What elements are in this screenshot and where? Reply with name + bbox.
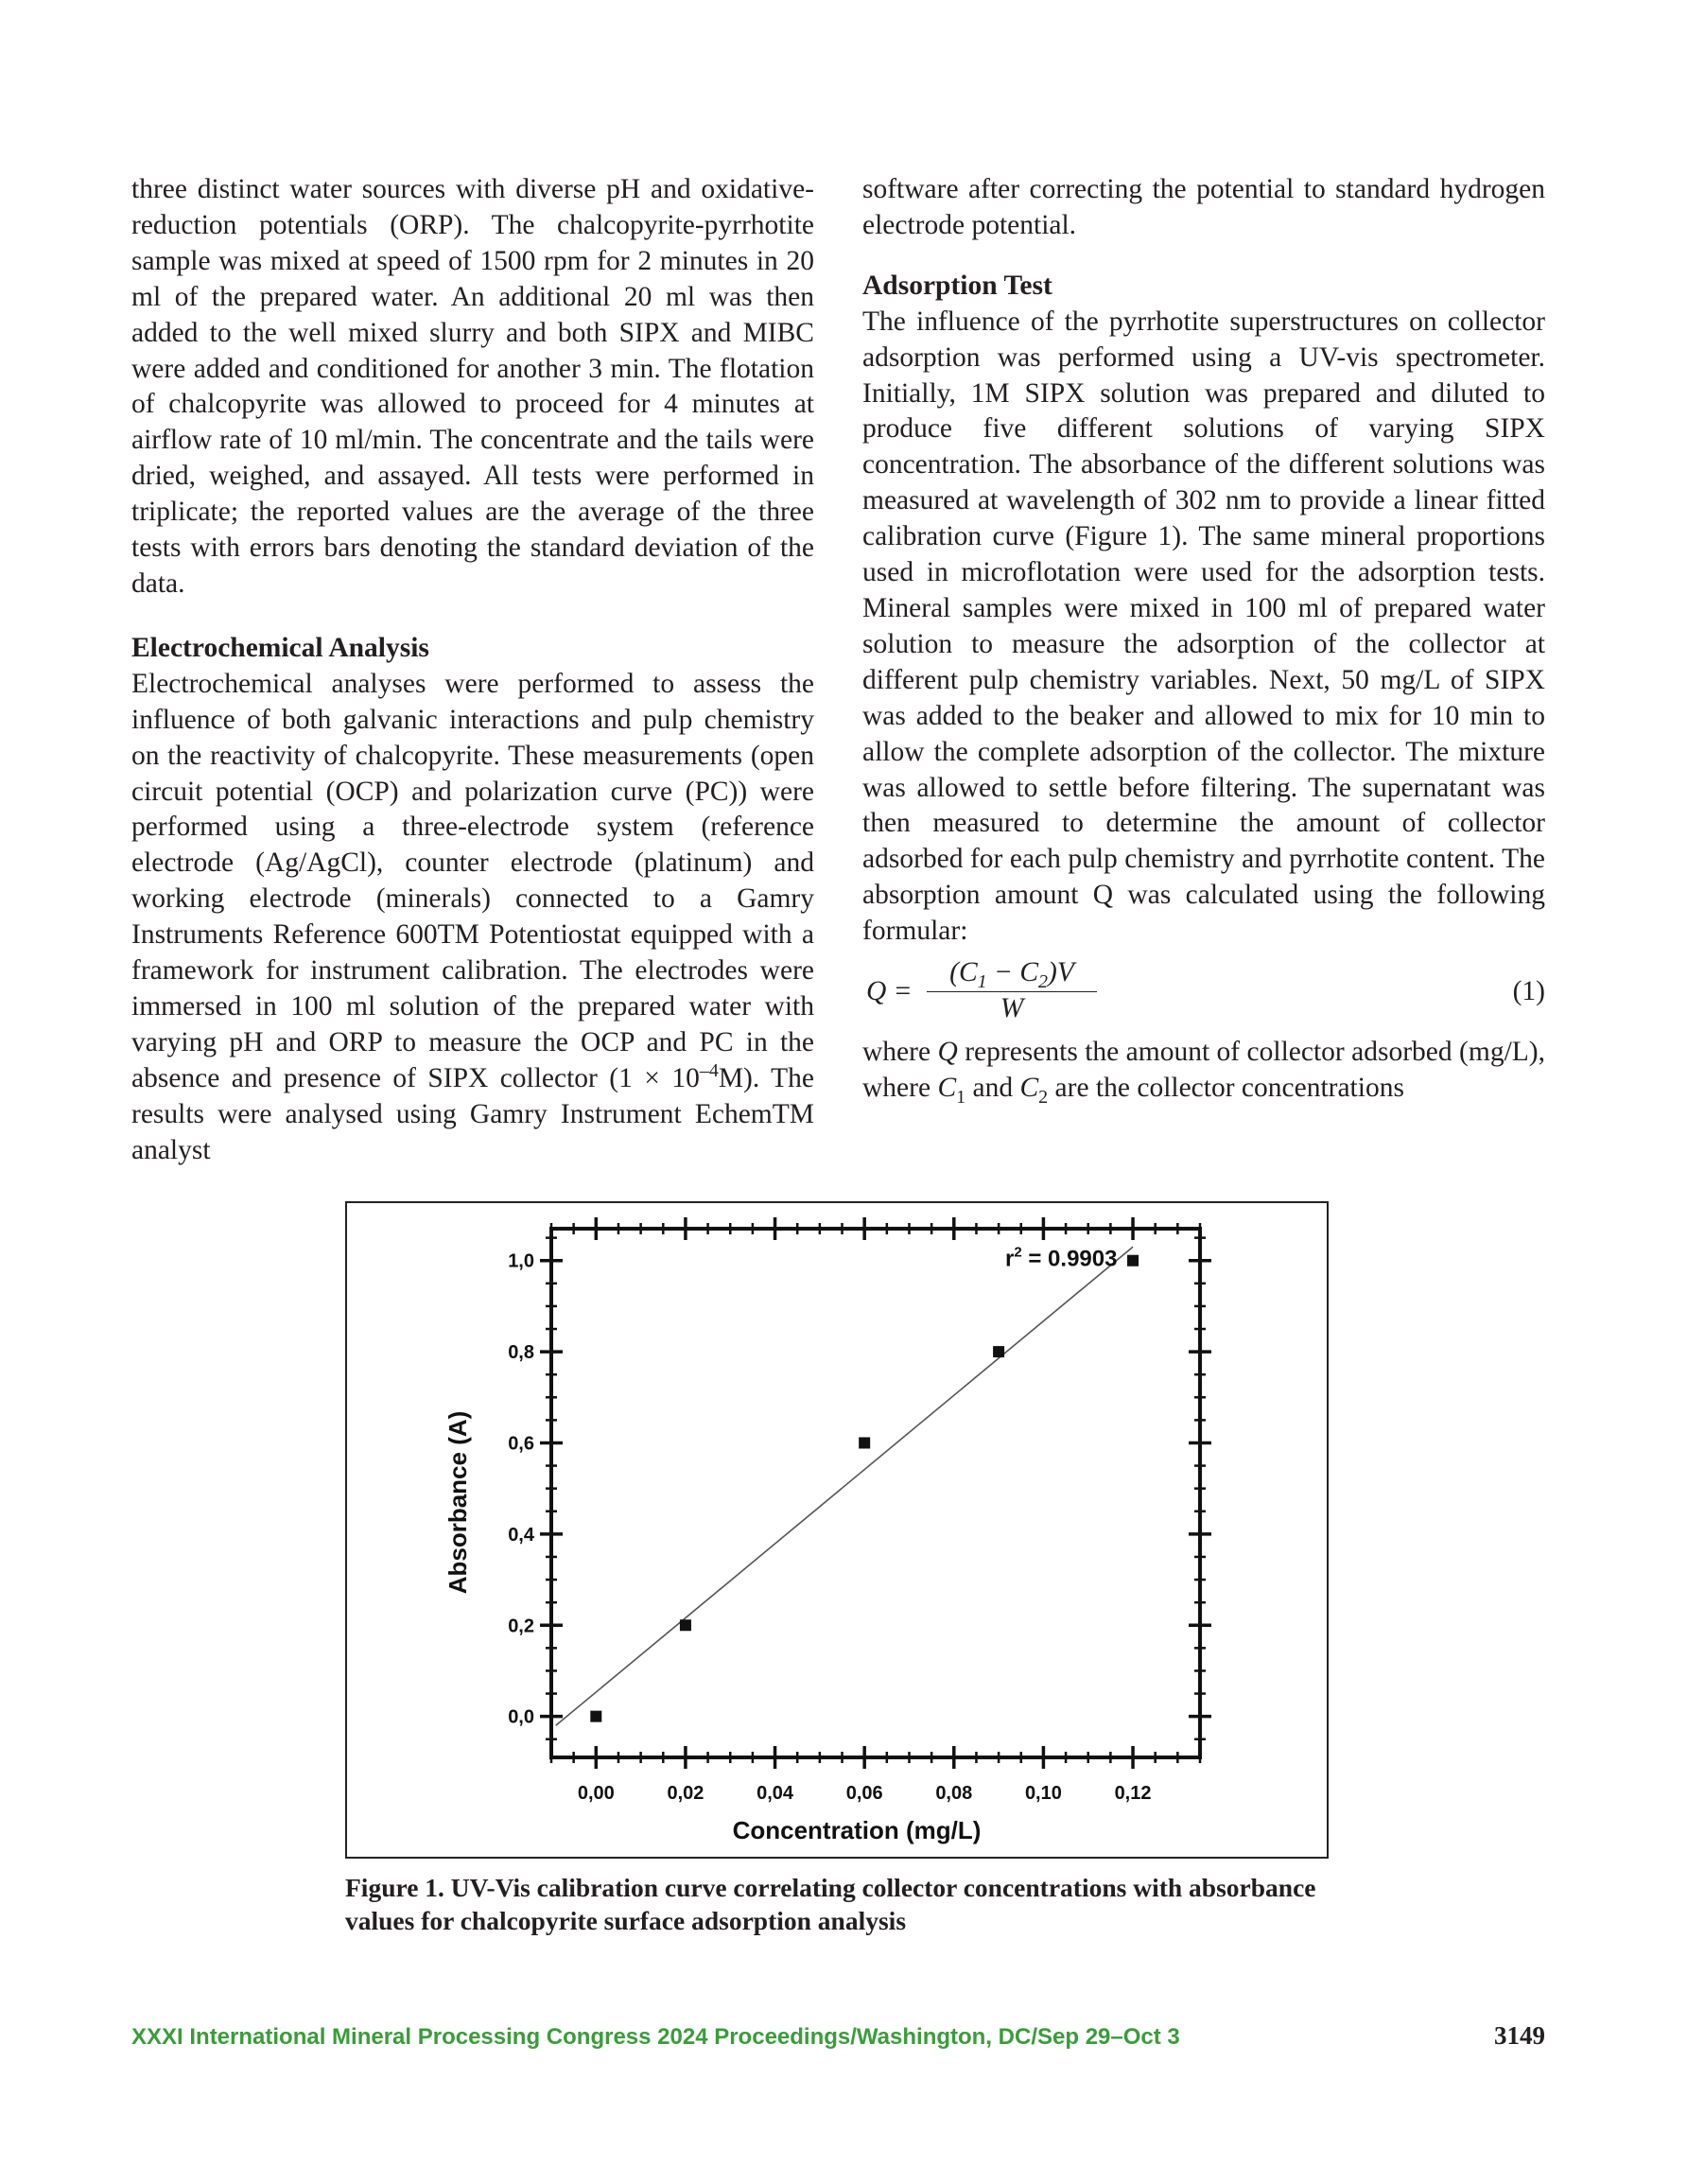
num-part: )V bbox=[1048, 957, 1074, 988]
subscript: 1 bbox=[956, 1086, 966, 1108]
y-tick-label: 0,8 bbox=[508, 1342, 534, 1364]
paragraph: The influence of the pyrrhotite superstructures on collector adsorption was performed using a UV-vis spectrometer. Initially, 1M SIPX solution was prepared and diluted to produce five different solutions of varying SIPX concentration. The absorbance of the different solutions was measured at wavelength of 302 nm to provide a linear fitted calibration curve (Figure 1). The same mineral proportions used in microflotation were used for the adsorption tests. Mineral samples were mixed in 100 ml of prepared water solution to measure the adsorption of the collector at different pulp chemistry variables. Next, 50 mg/L of SIPX was added to the beaker and allowed to mix for 10 min to allow the complete adsorption of the collector. The mixture was allowed to settle before filtering. The supernatant was then measured to determine the amount of collector adsorbed for each pulp chemistry and pyrrhotite content. The absorption amount Q was calculated using the following formular: bbox=[862, 306, 1545, 947]
left-column bbox=[131, 172, 814, 1168]
r-symbol: r bbox=[1005, 1246, 1015, 1272]
x-tick-label: 0,12 bbox=[1114, 1783, 1152, 1804]
equation-lhs: Q = bbox=[866, 976, 913, 1007]
equation-number: (1) bbox=[1512, 976, 1545, 1007]
chart-tick-labels bbox=[508, 1251, 1151, 1804]
x-tick-label: 0,10 bbox=[1024, 1783, 1062, 1804]
paragraph-text: M). The results were analysed using Gamry Instrument EchemTM analyst bbox=[131, 1062, 814, 1165]
paragraph-text: Electrochemical analyses were performed to assess the influence of both galvanic interactions and pulp chemistry on the reactivity of chalcopyrite. These measurements (open circuit potential (OCP) and polarization curve (PC)) were performed using a three-electrode system (reference electrode (Ag/AgCl), counter electrode (platinum) and working electrode (minerals) connected to a Gamry Instruments Reference 600TM Potentiostat equipped with a framework for instrument calibration. The electrodes were immersed in 100 ml solution of the prepared water with varying pH and ORP to measure the OCP and PC in the absence and presence of SIPX collector (1 × 10 bbox=[131, 668, 814, 1093]
calibration-chart bbox=[347, 1203, 1327, 1857]
num-part: (C bbox=[949, 957, 978, 988]
r-squared-annotation bbox=[1005, 1245, 1117, 1272]
y-tick-label: 0,6 bbox=[508, 1433, 534, 1455]
chart-ticks bbox=[540, 1217, 1211, 1769]
data-point bbox=[680, 1619, 691, 1631]
figure-caption: Figure 1. UV-Vis calibration curve correlating collector concentrations with absorbance values for chalcopyrite surface adsorption analysis bbox=[345, 1873, 1316, 1935]
y-tick-label: 0,4 bbox=[508, 1524, 534, 1546]
subscript: 2 bbox=[1038, 1086, 1049, 1108]
paragraph bbox=[131, 667, 814, 1169]
data-point bbox=[1127, 1255, 1139, 1267]
equation-denominator: W bbox=[1000, 993, 1024, 1024]
r-exponent: 2 bbox=[1014, 1244, 1022, 1261]
exponent: –4 bbox=[699, 1059, 719, 1081]
data-point bbox=[993, 1346, 1004, 1357]
paragraph-text: are the collector concentrations bbox=[1048, 1072, 1404, 1103]
y-tick-label: 0,2 bbox=[508, 1616, 534, 1637]
equation-fraction bbox=[927, 955, 1097, 1024]
x-tick-label: 0,08 bbox=[935, 1783, 973, 1804]
page-number: 3149 bbox=[1494, 2021, 1545, 2050]
symbol-c2: C bbox=[1019, 1072, 1039, 1103]
section-heading: Adsorption Test bbox=[862, 270, 1052, 301]
equation bbox=[862, 955, 1545, 1027]
y-axis-label: Absorbance (A) bbox=[443, 1410, 472, 1595]
equation-numerator bbox=[927, 955, 1097, 992]
subscript: 1 bbox=[977, 970, 987, 992]
data-point bbox=[590, 1711, 601, 1722]
footer-proceedings: XXXI International Mineral Processing Congress 2024 Proceedings/Washington, DC/Sep 29–Oct 3 bbox=[131, 2024, 1180, 2050]
data-point bbox=[859, 1437, 870, 1448]
plot-area-border bbox=[551, 1229, 1200, 1757]
subscript: 2 bbox=[1038, 970, 1048, 992]
symbol-q: Q bbox=[937, 1037, 958, 1068]
fit-line bbox=[556, 1244, 1133, 1725]
right-column bbox=[862, 172, 1545, 1107]
paragraph-text: and bbox=[965, 1072, 1020, 1103]
section-heading: Electrochemical Analysis bbox=[131, 632, 429, 663]
paragraph-text: where bbox=[862, 1037, 938, 1068]
r-value: = 0.9903 bbox=[1021, 1246, 1118, 1272]
x-tick-label: 0,00 bbox=[577, 1783, 615, 1804]
figure-frame bbox=[345, 1201, 1329, 1859]
symbol-c1: C bbox=[937, 1072, 957, 1103]
x-tick-label: 0,04 bbox=[757, 1783, 794, 1804]
y-tick-label: 1,0 bbox=[508, 1250, 534, 1272]
paragraph-text: represents the amount of collector adsorbed (mg/L), where bbox=[862, 1037, 1545, 1103]
x-tick-label: 0,02 bbox=[667, 1783, 704, 1804]
paragraph bbox=[862, 1035, 1545, 1107]
num-part: − C bbox=[986, 957, 1038, 988]
chart-points bbox=[590, 1255, 1139, 1722]
x-tick-label: 0,06 bbox=[845, 1783, 883, 1804]
x-axis-label: Concentration (mg/L) bbox=[732, 1816, 982, 1844]
paragraph: three distinct water sources with diverse pH and oxidative-reduction potentials (ORP). The chalcopyrite-pyrrhotite sample was mixed at speed of 1500 rpm for 2 minutes in 20 ml of the prepared water. An additional 20 ml was then added to the well mixed slurry and both SIPX and MIBC were added and conditioned for another 3 min. The flotation of chalcopyrite was allowed to proceed for 4 minutes at airflow rate of 10 ml/min. The concentrate and the tails were dried, weighed, and assayed. All tests were performed in triplicate; the reported values are the average of the three tests with errors bars denoting the standard deviation of the data. bbox=[131, 174, 814, 599]
y-tick-label: 0,0 bbox=[508, 1706, 534, 1728]
paragraph: software after correcting the potential to standard hydrogen electrode potential. bbox=[862, 174, 1545, 240]
